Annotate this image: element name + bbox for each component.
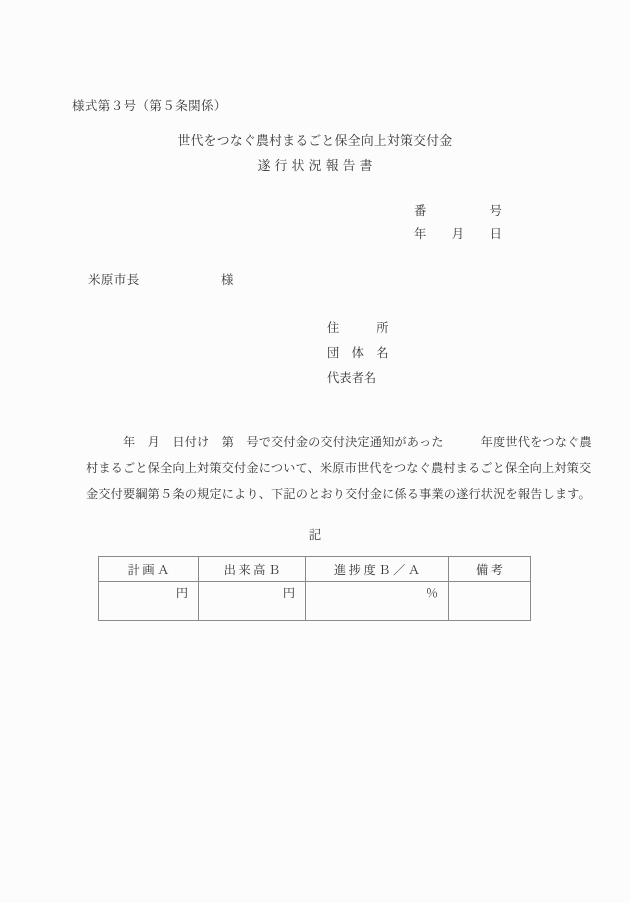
ki-marker: 記 [308, 527, 322, 542]
body-paragraph-line-1: 年 月 日付け 第 号で交付金の交付決定通知があった 年度世代をつなぐ農 [86, 435, 592, 449]
table-row [99, 582, 531, 621]
document-number-label: 番 号 [414, 204, 503, 218]
form-number-label: 様式第３号（第５条関係） [72, 98, 227, 113]
table-cell-completed-value[interactable]: 円 [199, 582, 306, 621]
table-header-progress-rate: 進捗度Ｂ／Ａ [306, 557, 449, 582]
table-cell-remarks-value[interactable] [449, 582, 531, 621]
table-cell-plan-value[interactable]: 円 [99, 582, 199, 621]
table-header-completed: 出来高Ｂ [199, 557, 306, 582]
addressee-honorific: 様 [221, 272, 234, 287]
sender-organization-label: 団 体 名 [327, 346, 389, 360]
document-title-sub: 遂行状況報告書 [257, 159, 377, 174]
addressee-name: 米原市長 [88, 272, 140, 287]
body-paragraph-line-3: 金交付要綱第５条の規定により、下記のとおり交付金に係る事業の遂行状況を報告します。 [86, 487, 591, 501]
sender-address-label: 住 所 [327, 321, 389, 335]
table-cell-progress-rate-value[interactable]: ％ [306, 582, 449, 621]
progress-table [98, 556, 531, 621]
document-date-label: 年 月 日 [414, 227, 503, 241]
table-header-remarks: 備考 [449, 557, 531, 582]
table-header-row [99, 557, 531, 582]
body-paragraph-line-2: 村まるごと保全向上対策交付金について、米原市世代をつなぐ農村まるごと保全向上対策交 [86, 461, 592, 475]
document-title-main: 世代をつなぐ農村まるごと保全向上対策交付金 [177, 134, 453, 149]
sender-representative-label: 代表者名 [327, 371, 377, 385]
table-header-plan: 計画Ａ [99, 557, 199, 582]
